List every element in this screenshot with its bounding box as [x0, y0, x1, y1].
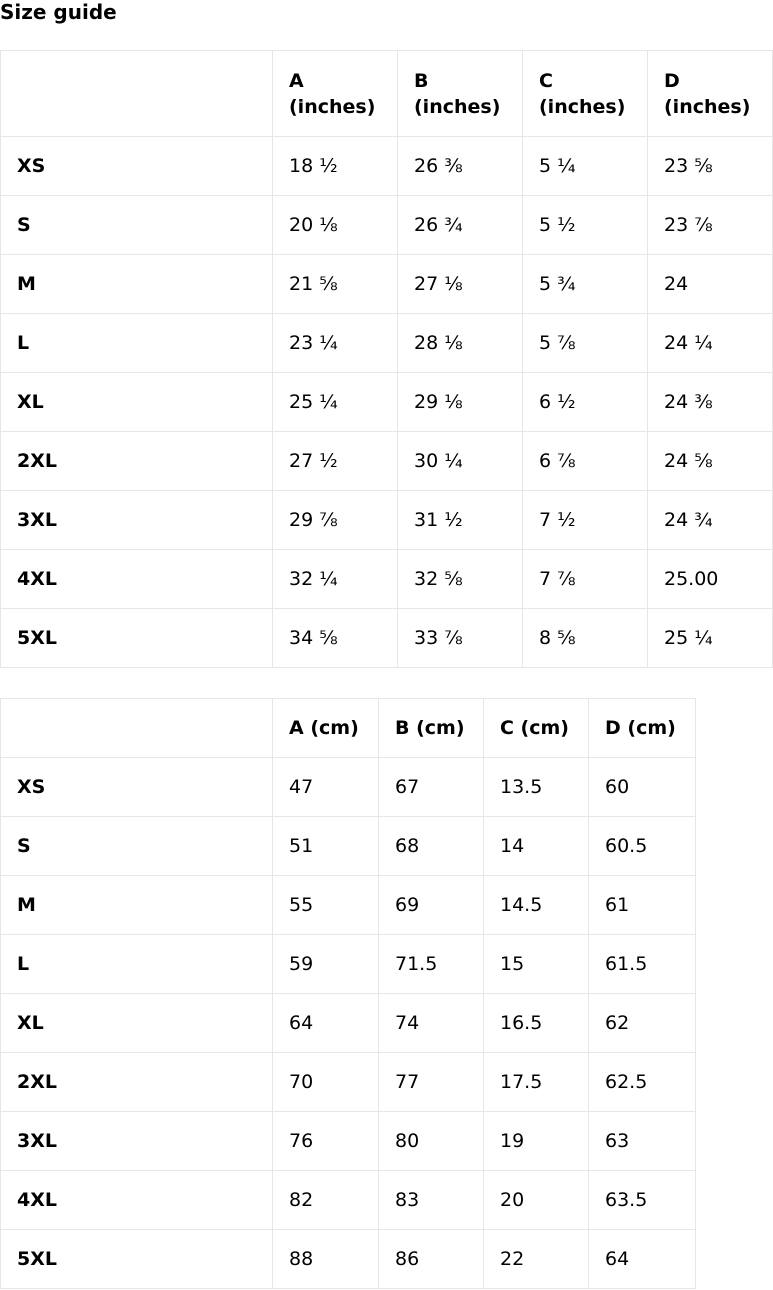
measurement-cell: 17.5 — [484, 1053, 589, 1112]
measurement-cell: 25 ¼ — [648, 609, 773, 668]
size-label: M — [1, 255, 273, 314]
column-header-unit: (inches) — [664, 95, 751, 118]
measurement-cell: 25 ¼ — [273, 373, 398, 432]
measurement-cell: 76 — [273, 1112, 379, 1171]
column-header-b — [398, 51, 523, 137]
column-header-b: B (cm) — [379, 699, 484, 758]
size-label: XL — [1, 994, 273, 1053]
measurement-cell: 7 ½ — [523, 491, 648, 550]
column-header-unit: (inches) — [539, 95, 626, 118]
measurement-cell: 20 — [484, 1171, 589, 1230]
size-label: XS — [1, 758, 273, 817]
measurement-cell: 77 — [379, 1053, 484, 1112]
page-title: Size guide — [0, 0, 117, 24]
measurement-cell: 18 ½ — [273, 137, 398, 196]
table-row — [1, 1112, 696, 1171]
size-label: S — [1, 817, 273, 876]
measurement-cell: 5 ⅞ — [523, 314, 648, 373]
column-header-letter: A — [289, 69, 304, 92]
measurement-cell: 63 — [589, 1112, 696, 1171]
size-label: 4XL — [1, 1171, 273, 1230]
table-row — [1, 432, 773, 491]
table-row — [1, 1171, 696, 1230]
size-table-cm — [0, 698, 696, 1289]
measurement-cell: 67 — [379, 758, 484, 817]
measurement-cell: 5 ½ — [523, 196, 648, 255]
measurement-cell: 29 ⅛ — [398, 373, 523, 432]
table-row — [1, 255, 773, 314]
measurement-cell: 34 ⅝ — [273, 609, 398, 668]
measurement-cell: 32 ¼ — [273, 550, 398, 609]
size-table-inches — [0, 50, 773, 668]
measurement-cell: 29 ⅞ — [273, 491, 398, 550]
table-row — [1, 817, 696, 876]
measurement-cell: 82 — [273, 1171, 379, 1230]
measurement-cell: 24 ⅝ — [648, 432, 773, 491]
measurement-cell: 7 ⅞ — [523, 550, 648, 609]
size-label: 3XL — [1, 1112, 273, 1171]
size-label: S — [1, 196, 273, 255]
measurement-cell: 70 — [273, 1053, 379, 1112]
size-label: 4XL — [1, 550, 273, 609]
measurement-cell: 24 ¾ — [648, 491, 773, 550]
size-label: M — [1, 876, 273, 935]
measurement-cell: 24 ¼ — [648, 314, 773, 373]
measurement-cell: 33 ⅞ — [398, 609, 523, 668]
column-header-d — [648, 51, 773, 137]
size-label: XL — [1, 373, 273, 432]
measurement-cell: 32 ⅝ — [398, 550, 523, 609]
measurement-cell: 86 — [379, 1230, 484, 1289]
measurement-cell: 26 ⅜ — [398, 137, 523, 196]
measurement-cell: 27 ½ — [273, 432, 398, 491]
measurement-cell: 88 — [273, 1230, 379, 1289]
size-label: 3XL — [1, 491, 273, 550]
header-size-empty — [1, 699, 273, 758]
measurement-cell: 62.5 — [589, 1053, 696, 1112]
measurement-cell: 64 — [589, 1230, 696, 1289]
measurement-cell: 6 ⅞ — [523, 432, 648, 491]
column-header-unit: (inches) — [414, 95, 501, 118]
measurement-cell: 47 — [273, 758, 379, 817]
table-row — [1, 196, 773, 255]
table-row — [1, 1053, 696, 1112]
measurement-cell: 15 — [484, 935, 589, 994]
size-label: 2XL — [1, 432, 273, 491]
column-header-letter: D — [664, 69, 680, 92]
measurement-cell: 59 — [273, 935, 379, 994]
measurement-cell: 23 ⅝ — [648, 137, 773, 196]
table-row — [1, 1230, 696, 1289]
inches-table-container[interactable] — [0, 50, 751, 668]
measurement-cell: 26 ¾ — [398, 196, 523, 255]
measurement-cell: 64 — [273, 994, 379, 1053]
table-header-row — [1, 51, 773, 137]
measurement-cell: 19 — [484, 1112, 589, 1171]
table-row — [1, 373, 773, 432]
header-size-empty — [1, 51, 273, 137]
measurement-cell: 24 ⅜ — [648, 373, 773, 432]
measurement-cell: 14.5 — [484, 876, 589, 935]
measurement-cell: 13.5 — [484, 758, 589, 817]
column-header-unit: (inches) — [289, 95, 376, 118]
measurement-cell: 68 — [379, 817, 484, 876]
measurement-cell: 24 — [648, 255, 773, 314]
measurement-cell: 16.5 — [484, 994, 589, 1053]
size-label: L — [1, 314, 273, 373]
measurement-cell: 28 ⅛ — [398, 314, 523, 373]
column-header-letter: C — [539, 69, 553, 92]
measurement-cell: 74 — [379, 994, 484, 1053]
measurement-cell: 22 — [484, 1230, 589, 1289]
table-header-row — [1, 699, 696, 758]
measurement-cell: 23 ⅞ — [648, 196, 773, 255]
measurement-cell: 27 ⅛ — [398, 255, 523, 314]
measurement-cell: 25.00 — [648, 550, 773, 609]
column-header-a: A (cm) — [273, 699, 379, 758]
measurement-cell: 61 — [589, 876, 696, 935]
table-row — [1, 876, 696, 935]
measurement-cell: 21 ⅝ — [273, 255, 398, 314]
cm-table-container — [0, 698, 736, 1290]
column-header-letter: B — [414, 69, 429, 92]
table-row — [1, 550, 773, 609]
measurement-cell: 69 — [379, 876, 484, 935]
table-row — [1, 935, 696, 994]
measurement-cell: 80 — [379, 1112, 484, 1171]
table-row — [1, 314, 773, 373]
measurement-cell: 31 ½ — [398, 491, 523, 550]
measurement-cell: 23 ¼ — [273, 314, 398, 373]
measurement-cell: 71.5 — [379, 935, 484, 994]
measurement-cell: 14 — [484, 817, 589, 876]
table-row — [1, 758, 696, 817]
table-row — [1, 491, 773, 550]
measurement-cell: 20 ⅛ — [273, 196, 398, 255]
measurement-cell: 63.5 — [589, 1171, 696, 1230]
measurement-cell: 60 — [589, 758, 696, 817]
measurement-cell: 30 ¼ — [398, 432, 523, 491]
table-row — [1, 994, 696, 1053]
measurement-cell: 5 ¼ — [523, 137, 648, 196]
measurement-cell: 62 — [589, 994, 696, 1053]
size-label: 5XL — [1, 1230, 273, 1289]
measurement-cell: 5 ¾ — [523, 255, 648, 314]
column-header-a — [273, 51, 398, 137]
measurement-cell: 6 ½ — [523, 373, 648, 432]
size-label: L — [1, 935, 273, 994]
table-row — [1, 609, 773, 668]
column-header-d: D (cm) — [589, 699, 696, 758]
measurement-cell: 55 — [273, 876, 379, 935]
column-header-c: C (cm) — [484, 699, 589, 758]
size-label: 5XL — [1, 609, 273, 668]
measurement-cell: 8 ⅝ — [523, 609, 648, 668]
table-row — [1, 137, 773, 196]
size-label: XS — [1, 137, 273, 196]
measurement-cell: 60.5 — [589, 817, 696, 876]
measurement-cell: 61.5 — [589, 935, 696, 994]
measurement-cell: 83 — [379, 1171, 484, 1230]
size-label: 2XL — [1, 1053, 273, 1112]
measurement-cell: 51 — [273, 817, 379, 876]
column-header-c — [523, 51, 648, 137]
